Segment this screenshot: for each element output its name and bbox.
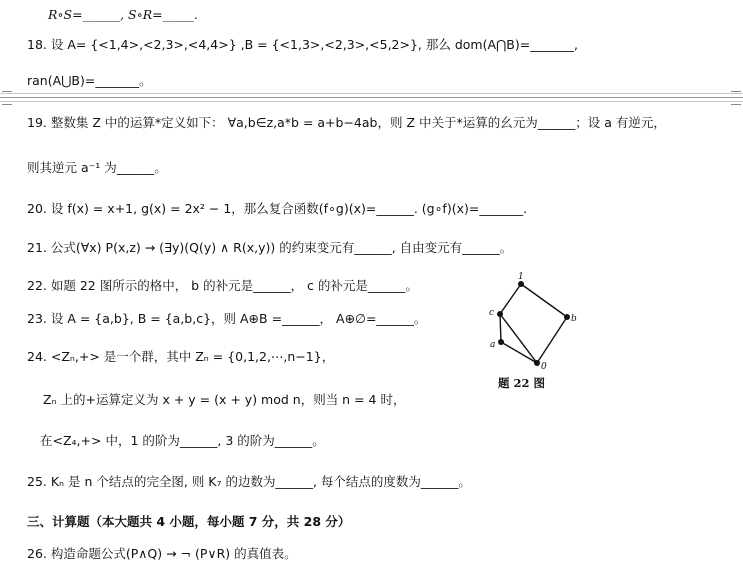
q24-line-1: 24. <Zₙ,+> 是一个群，其中 Zₙ = {0,1,2,⋯,n−1}， [27,349,335,364]
page-break-marker-left [2,91,12,105]
q25-line: 25. Kₙ 是 n 个结点的完全图, 则 K₇ 的边数为______, 每个结点的度数为______。 [27,474,471,489]
q18-line-2: ran(A⋃B)=_______。 [27,73,152,88]
q20-line: 20. 设 f(x) = x+1, g(x) = 2x² − 1，那么复合函数(f∘g)(x)=______. (g∘f)(x)=_______. [27,201,528,216]
edge-1-c [500,284,521,314]
q24-line-2: Zₙ 上的+运算定义为 x + y = (x + y) mod n，则当 n = 4 时， [43,392,406,407]
node-c [497,311,503,317]
node-label-b: b [571,314,577,324]
node-label-a: a [490,340,496,350]
q17-tail-line: R∘S=______, S∘R=_____. [48,7,198,22]
node-label-bottom: 0 [541,362,547,372]
node-bottom [534,360,540,366]
q21-line: 21. 公式(∀x) P(x,z) → (∃y)(Q(y) ∧ R(x,y)) 的约束变元有______, 自由变元有______。 [27,240,513,255]
q22-line: 22. 如题 22 图所示的格中， b 的补元是______， c 的补元是______。 [27,278,418,293]
node-a [498,339,504,345]
node-label-c: c [489,308,495,318]
figure-caption: 题 22 图 [498,376,546,390]
page-break-line-bottom [0,101,743,102]
q19-line-1: 19. 整数集 Z 中的运算*定义如下： ∀a,b∈z,a*b = a+b−4ab，则 Z 中关于*运算的幺元为______；设 a 有逆元， [27,115,666,130]
q18-line-1: 18. 设 A= {<1,4>,<2,3>,<4,4>} ,B = {<1,3>,<2,3>,<5,2>}, 那么 dom(A⋂B)=_______, [27,37,578,52]
edge-b-0 [537,317,567,363]
edge-c-a [500,314,501,342]
page-break-marker-right [731,91,741,105]
edge-a-0 [501,342,537,363]
section-3-heading: 三、计算题（本大题共 4 小题，每小题 7 分，共 28 分） [27,514,351,529]
node-b [564,314,570,320]
q24-line-3: 在<Z₄,+> 中，1 的阶为______, 3 的阶为______。 [40,433,325,448]
edge-c-0 [500,314,537,363]
page-break-line-top [0,93,743,94]
edge-1-b [521,284,567,317]
node-label-top: 1 [518,272,524,282]
q23-line: 23. 设 A = {a,b}, B = {a,b,c}，则 A⊕B =______， A⊕∅=______。 [27,311,427,326]
page-break-line-mid [0,97,743,98]
q19-line-2: 则其逆元 a⁻¹ 为______。 [27,160,167,175]
q26-line: 26. 构造命题公式(P∧Q) → ¬ (P∨R) 的真值表。 [27,546,297,561]
